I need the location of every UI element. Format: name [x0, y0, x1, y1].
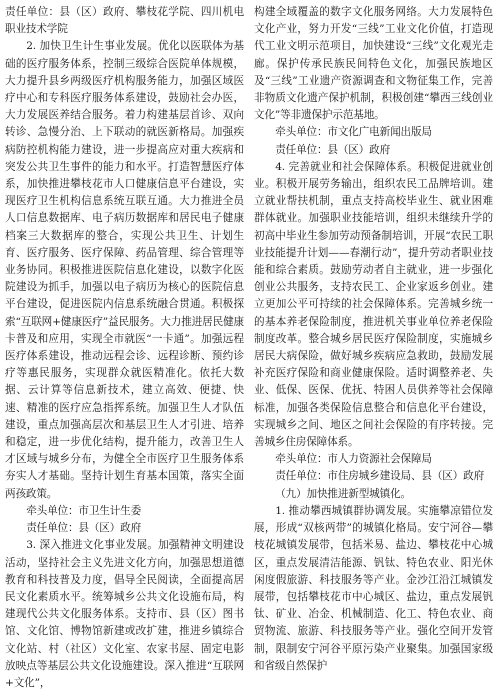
left-column	[5, 4, 244, 689]
paragraph: 4. 完善就业和社会保障体系。积极促进就业创业。积极开展劳务输出，组织农民工品牌培训。建立就业帮扶机制，重点支持高校毕业生、就业困难群体就业。加强职业技能培训，组织未继续升学的初高中毕业生参加劳动预备制培训，开展“农民工职业技能提升计划——春潮行动”，提升劳动者职业技能和综合素质。鼓励劳动者自主就业，进一步强化创业公共服务，支持农民工、企业家返乡创业。建立更加公平可持续的社会保障体系。完善城乡统一的基本养老保险制度，推进机关事业单位养老保险制度改革。整合城乡居民医疗保险制度，实施城乡居民大病保险，做好城乡疾病应急救助，鼓励发展补充医疗保险和商业健康保险。适时调整养老、失业、低保、医保、优抚、特困人员供养等社会保障标准，加强各类保险信息整合和信息化平台建设，实现城乡之间、地区之间社会保险的有序转接。完善城乡住房保障体系。	[254, 160, 493, 449]
paragraph: 2. 加快卫生计生事业发展。优化以医联体为基础的医疗服务体系，控制三级综合医院单体规模，大力提升县乡两级医疗机构服务能力，加强区域医疗中心和专科医疗服务体系建设，鼓励社会办医，大力发展医养结合服务。着力构建基层首诊、双向转诊、急慢分治、上下联动的就医新格局。加强疾病防控机构能力建设，进一步提高应对重大疾病和突发公共卫生事件的能力和水平。打造智慧医疗体系，加快推进攀枝花市人口健康信息平台建设，实现医疗卫生机构信息系统互联互通。大力推进全员人口信息数据库、电子病历数据库和居民电子健康档案三大数据库的整合，实现公共卫生、计划生育、医疗服务、医疗保障、药品管理、综合管理等业务协同。积极推进医院信息化建设，以数字化医院建设为抓手，加强以电子病历为核心的医院信息平台建设，促进医院内信息系统融合贯通。积极探索“互联网+健康医疗”益民服务。大力推进居民健康卡普及和应用，实现全市就医“一卡通”。加强远程医疗体系建设，推动远程会诊、远程诊断、预约诊疗等惠民服务，实现群众就医精准化。依托大数据、云计算等信息新技术，建立高效、便捷、快速、精准的医疗应急指挥系统。加强卫生人才队伍建设，重点加强高层次和基层卫生人才引进、培养和稳定，进一步优化结构，提升能力，改善卫生人才区域与城乡分布，为健全全市医疗卫生服务体系夯实人才基础。坚持计划生育基本国策，落实全面两孩政策。	[5, 40, 244, 500]
paragraph: 构建全域覆盖的数字文化服务网络。大力发展特色文化产业，努力开发“三线”工业文化价值，打造现代工业文明示范项目，加快建设“三线”文化观光走廊。保护传承民族民间特色文化，加强民族地区及“三线”工业遗产资源调查和文物征集工作，完善非物质文化遗产保护机制，积极创建“攀西三线创业文化”等非遗保护示范基地。	[254, 6, 493, 122]
responsibility-line: 责任单位：县（区）政府	[26, 522, 142, 535]
responsibility-line: 牵头单位：市人力资源社会保障局	[275, 453, 432, 466]
paragraph: 3. 深入推进文化事业发展。加强精神文明建设活动，坚持社会主义先进文化方向，加强思想道德教育和科技普及力度，倡导全民阅读，全面提高居民文化素质水平。统筹城乡公共文化设施布局，构建现代公共文化服务体系。支持市、县（区）图书馆、文化馆、博物馆新建或改扩建，推进乡镇综合文化站、村（社区）文化室、农家书屋、固定电影放映点等基层公共文化设施建设。深入推进“互联网+文化”，	[5, 539, 244, 689]
responsibility-line: 牵头单位：市卫生计生委	[26, 504, 142, 517]
paragraph: 责任单位：县（区）政府、攀枝花学院、四川机电职业技术学院	[5, 6, 244, 36]
responsibility-line: 责任单位：市住房城乡建设局、县（区）政府	[275, 470, 485, 483]
section-heading: （九）加快推进新型城镇化。	[275, 487, 411, 500]
responsibility-line: 牵头单位：市文化广电新闻出版局	[275, 126, 432, 139]
right-column	[254, 4, 493, 681]
responsibility-line: 责任单位：县（区）政府	[275, 143, 391, 156]
paragraph: 1. 推动攀西城镇群协调发展。实施攀凉错位发展，形成“双核两带”的城镇化格局。安宁河谷—攀枝花城镇发展带，包括米易、盐边、攀枝花中心城区，重点发展清洁能源、钒钛、特色农业、阳光休闲度假旅游、科技服务等产业。金沙江沿江城镇发展带，包括攀枝花市中心城区、盐边，重点发展钒钛、矿业、冶金、机械制造、化工、特色农业、商贸物流、旅游、科技服务等产业。强化空间开发管制，限制安宁河谷平原污染产业聚集。加强国家级和省级自然保护	[254, 504, 493, 672]
